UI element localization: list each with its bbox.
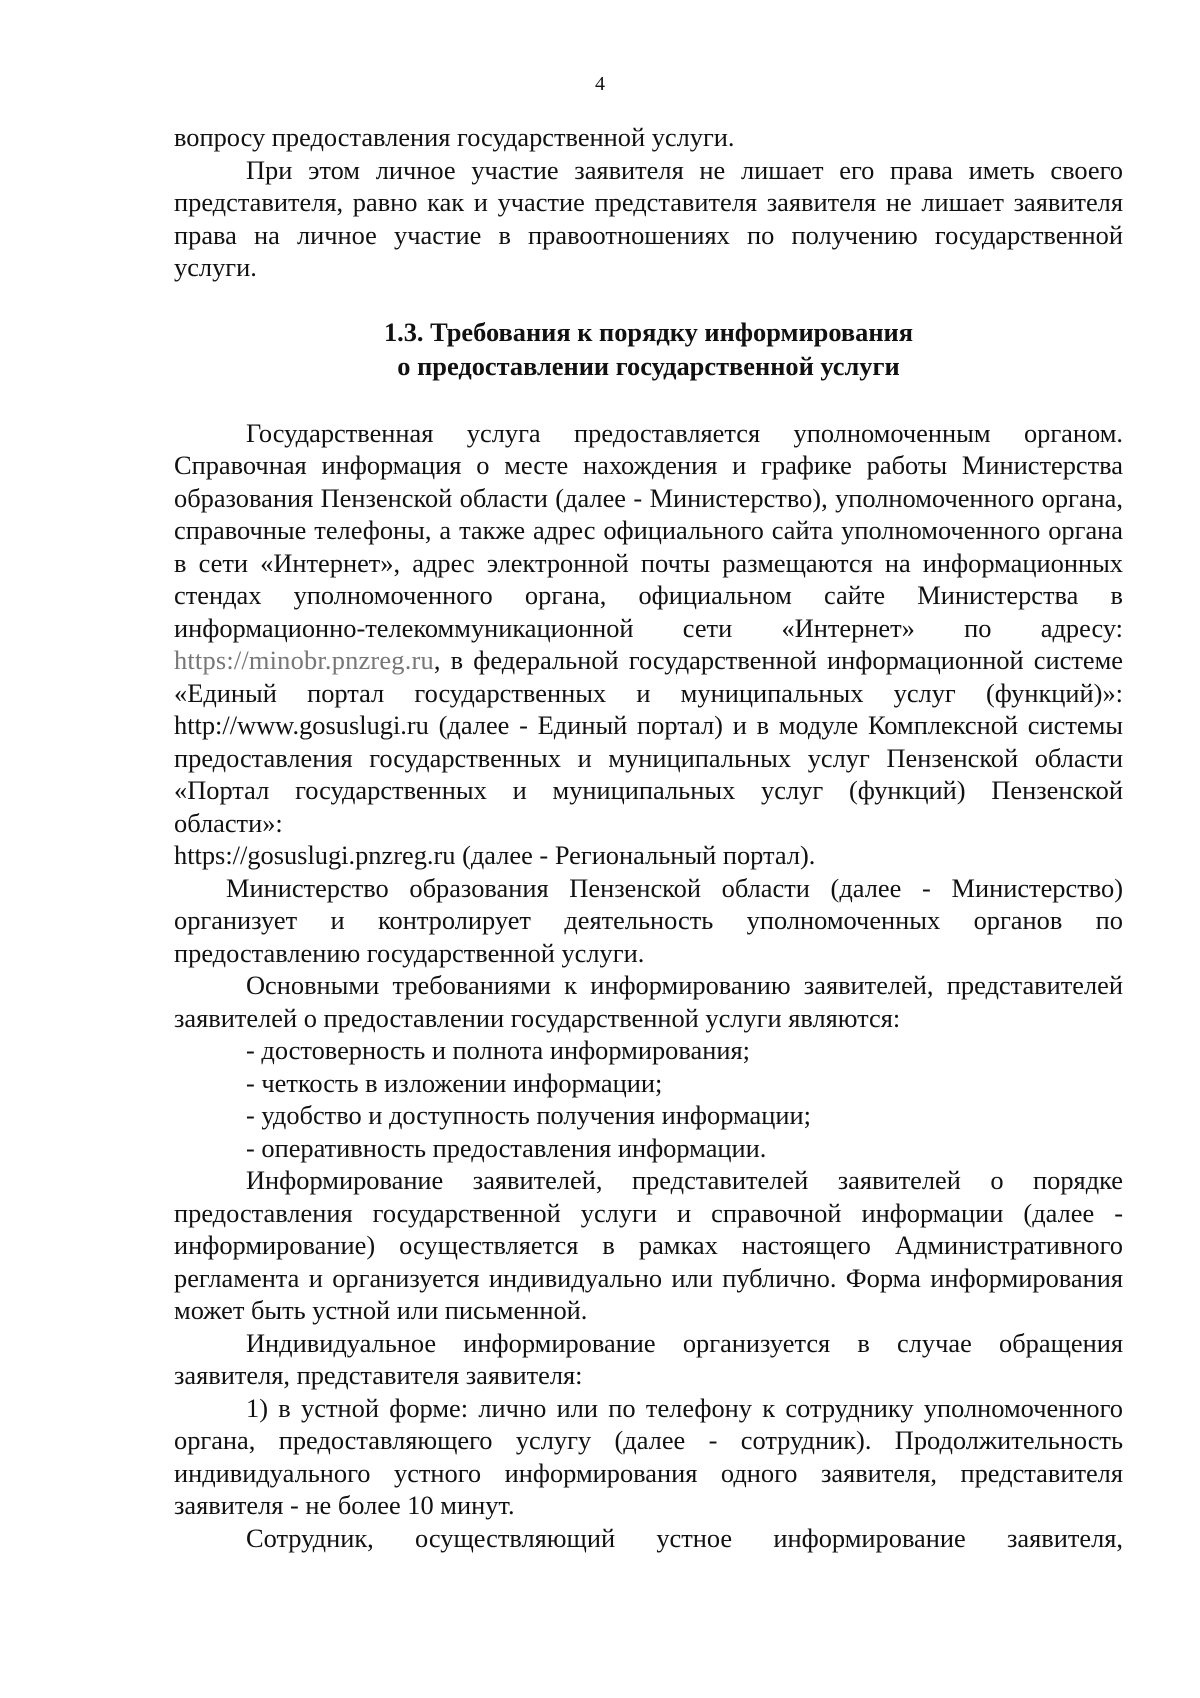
page-number: 4: [595, 73, 605, 95]
paragraph-oral-form: 1) в устной форме: лично или по телефону к сотруднику уполномоченного органа, предоставляющего услугу (далее - сотрудник). Продолжительность индивидуального устного информирования одного заявителя, представителя заявителя - не более 10 минут.: [174, 1392, 1123, 1520]
section-title-line-2: о предоставлении государственной услуги: [397, 350, 900, 381]
service-text-part-1: Государственная услуга предоставляется уполномоченным органом. Справочная информация о месте нахождения и графике работы Министерства образования Пензенской области (далее - Министерство), уполномоченного органа, справочные телефоны, а также адрес официального сайта уполномоченного органа в сети «Интернет», адрес электронной почты размещаются на информационных стендах уполномоченного органа, официальном сайте Министерства в информационно-телекоммуникационной сети «Интернет» по адресу:: [174, 417, 1123, 643]
requirement-item: - четкость в изложении информации;: [246, 1067, 663, 1098]
paragraph-informing: Информирование заявителей, представителей заявителей о порядке предоставления государственной услуги и справочной информации (далее - информирование) осуществляется в рамках настоящего Административного регламента и организуется индивидуально или публично. Форма информирования может быть устной или письменной.: [174, 1165, 1123, 1325]
paragraph-regional-portal: https://gosuslugi.pnzreg.ru (далее - Региональный портал).: [174, 840, 816, 870]
paragraph-individual-informing: Индивидуальное информирование организуется в случае обращения заявителя, представителя заявителя:: [174, 1327, 1123, 1390]
paragraph-continuation: вопросу предоставления государственной услуги.: [174, 122, 735, 152]
requirement-item: - удобство и доступность получения информации;: [246, 1100, 811, 1130]
requirement-item: - достоверность и полнота информирования;: [246, 1035, 750, 1065]
service-text-part-2: , в федеральной государственной информационной системе «Единый портал государственных и муниципальных услуг (функций)»: http://www.gosuslugi.ru (далее - Единый портал) и в модуле Комплексной системы предоставления государственных и муниципальных услуг Пензенской области «Портал государственных и муниципальных услуг (функций) Пензенской области»:: [174, 645, 1123, 838]
paragraph-requirements: Основными требованиями к информированию заявителей, представителей заявителей о предоставлении государственной услуги являются:: [174, 970, 1123, 1033]
paragraph-service-provision: [174, 417, 1123, 840]
section-title-line-1: 1.3. Требования к порядку информирования: [383, 316, 914, 347]
minobr-url-link[interactable]: https://minobr.pnzreg.ru: [174, 645, 434, 675]
paragraph-personal-participation: При этом личное участие заявителя не лишает его права иметь своего представителя, равно как и участие представителя заявителя не лишает заявителя права на личное участие в правоотношениях по получению государственной услуги.: [174, 154, 1123, 282]
section-heading: [174, 315, 1123, 383]
paragraph-ministry: Министерство образования Пензенской области (далее - Министерство) организует и контролирует деятельность уполномоченных органов по предоставлению государственной услуги.: [174, 872, 1123, 968]
page-content: [174, 121, 1123, 1554]
requirement-item: - оперативность предоставления информации.: [246, 1132, 767, 1163]
paragraph-employee: Сотрудник, осуществляющий устное информирование заявителя,: [246, 1522, 1123, 1553]
